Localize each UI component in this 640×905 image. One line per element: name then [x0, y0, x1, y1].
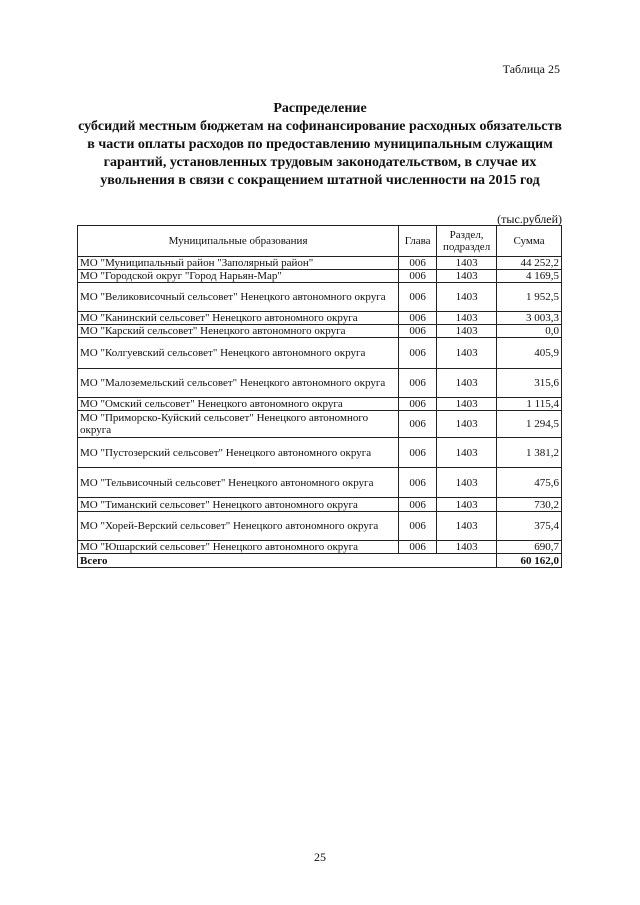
cell-section: 1403 — [437, 257, 497, 270]
cell-amount: 405,9 — [497, 338, 562, 369]
cell-municipality: МО "Канинский сельсовет" Ненецкого автономного округа — [78, 312, 399, 325]
cell-municipality: МО "Приморско-Куйский сельсовет" Ненецкого автономного округа — [78, 411, 399, 438]
cell-municipality: МО "Городской округ "Город Нарьян-Мар" — [78, 270, 399, 283]
cell-municipality: МО "Великовисочный сельсовет" Ненецкого автономного округа — [78, 283, 399, 312]
cell-chapter: 006 — [399, 369, 437, 398]
cell-section: 1403 — [437, 325, 497, 338]
cell-section: 1403 — [437, 498, 497, 512]
column-header-amount: Сумма — [497, 226, 562, 257]
table-row — [78, 338, 562, 369]
cell-chapter: 006 — [399, 398, 437, 411]
cell-amount: 730,2 — [497, 498, 562, 512]
cell-amount: 315,6 — [497, 369, 562, 398]
title-line: в части оплаты расходов по предоставлению муниципальным служащим — [87, 137, 553, 152]
table-row — [78, 468, 562, 498]
cell-section: 1403 — [437, 512, 497, 541]
cell-chapter: 006 — [399, 438, 437, 468]
cell-section: 1403 — [437, 338, 497, 369]
total-amount: 60 162,0 — [497, 554, 562, 568]
cell-amount: 1 952,5 — [497, 283, 562, 312]
cell-chapter: 006 — [399, 411, 437, 438]
page-number: 25 — [314, 850, 326, 864]
cell-chapter: 006 — [399, 270, 437, 283]
cell-section: 1403 — [437, 398, 497, 411]
cell-section: 1403 — [437, 438, 497, 468]
title-line: субсидий местным бюджетам на софинансирование расходных обязательств — [78, 119, 562, 134]
table-total-row — [78, 554, 562, 568]
column-header-municipality: Муниципальные образования — [78, 226, 399, 257]
table-row — [78, 512, 562, 541]
cell-municipality: МО "Карский сельсовет" Ненецкого автономного округа — [78, 325, 399, 338]
cell-section: 1403 — [437, 411, 497, 438]
table-row — [78, 270, 562, 283]
table-row — [78, 325, 562, 338]
cell-amount: 3 003,3 — [497, 312, 562, 325]
cell-chapter: 006 — [399, 512, 437, 541]
cell-chapter: 006 — [399, 498, 437, 512]
cell-section: 1403 — [437, 541, 497, 554]
title-line: гарантий, установленных трудовым законодательством, в случае их — [103, 155, 537, 170]
cell-section: 1403 — [437, 283, 497, 312]
cell-amount: 1 294,5 — [497, 411, 562, 438]
table-row — [78, 438, 562, 468]
cell-municipality: МО "Хорей-Верский сельсовет" Ненецкого автономного округа — [78, 512, 399, 541]
cell-chapter: 006 — [399, 541, 437, 554]
cell-municipality: МО "Колгуевский сельсовет" Ненецкого автономного округа — [78, 338, 399, 369]
cell-amount: 690,7 — [497, 541, 562, 554]
cell-municipality: МО "Омский сельсовет" Ненецкого автономного округа — [78, 398, 399, 411]
cell-amount: 1 381,2 — [497, 438, 562, 468]
table-header-row — [78, 226, 562, 257]
table-row — [78, 498, 562, 512]
table-row — [78, 398, 562, 411]
title-line: Распределение — [273, 101, 367, 116]
table-label: Таблица 25 — [502, 62, 560, 76]
cell-section: 1403 — [437, 369, 497, 398]
total-label: Всего — [78, 554, 497, 568]
units-label: (тыс.рублей) — [497, 212, 562, 226]
cell-municipality: МО "Тельвисочный сельсовет" Ненецкого автономного округа — [78, 468, 399, 498]
document-title — [60, 100, 580, 190]
cell-amount: 375,4 — [497, 512, 562, 541]
cell-municipality: МО "Тиманский сельсовет" Ненецкого автономного округа — [78, 498, 399, 512]
title-line: увольнения в связи с сокращением штатной численности на 2015 год — [100, 173, 540, 188]
cell-amount: 475,6 — [497, 468, 562, 498]
cell-chapter: 006 — [399, 468, 437, 498]
table-row — [78, 541, 562, 554]
cell-municipality: МО "Пустозерский сельсовет" Ненецкого автономного округа — [78, 438, 399, 468]
cell-amount: 4 169,5 — [497, 270, 562, 283]
table-row — [78, 312, 562, 325]
subsidy-table — [77, 225, 562, 568]
cell-chapter: 006 — [399, 325, 437, 338]
cell-chapter: 006 — [399, 257, 437, 270]
cell-municipality: МО "Муниципальный район "Заполярный район" — [78, 257, 399, 270]
column-header-chapter: Глава — [399, 226, 437, 257]
cell-amount: 44 252,2 — [497, 257, 562, 270]
cell-chapter: 006 — [399, 283, 437, 312]
cell-municipality: МО "Малоземельский сельсовет" Ненецкого автономного округа — [78, 369, 399, 398]
cell-amount: 0,0 — [497, 325, 562, 338]
cell-section: 1403 — [437, 270, 497, 283]
table-row — [78, 283, 562, 312]
table-row — [78, 411, 562, 438]
column-header-section: Раздел, подраздел — [437, 226, 497, 257]
table-row — [78, 257, 562, 270]
cell-chapter: 006 — [399, 338, 437, 369]
table-row — [78, 369, 562, 398]
cell-municipality: МО "Юшарский сельсовет" Ненецкого автономного округа — [78, 541, 399, 554]
cell-section: 1403 — [437, 312, 497, 325]
cell-section: 1403 — [437, 468, 497, 498]
cell-chapter: 006 — [399, 312, 437, 325]
cell-amount: 1 115,4 — [497, 398, 562, 411]
